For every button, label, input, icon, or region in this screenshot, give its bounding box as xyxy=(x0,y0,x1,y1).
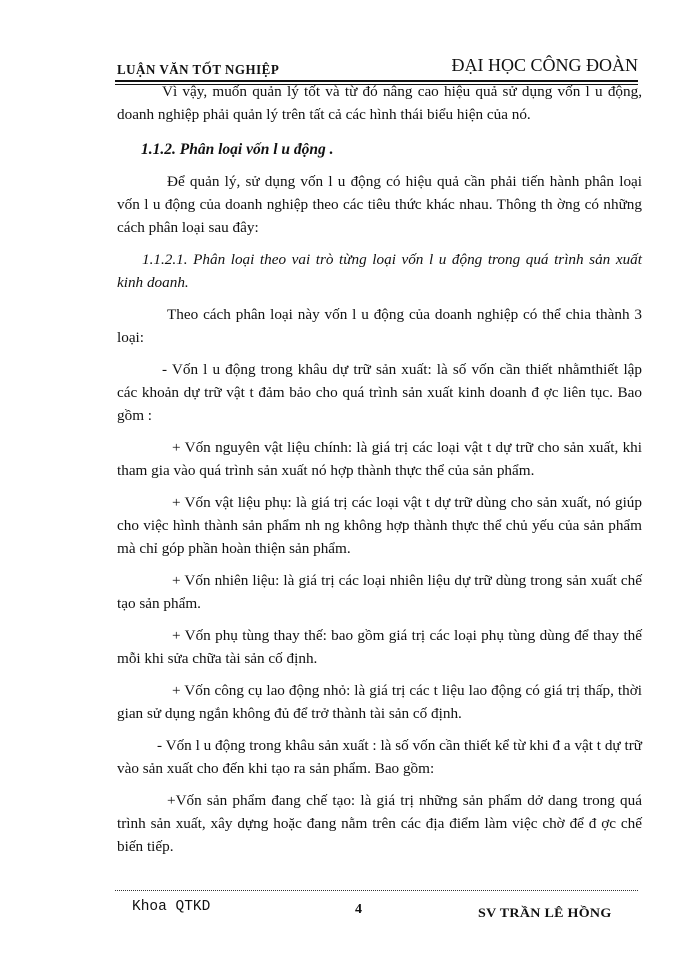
paragraph-small-tools: + Vốn công cụ lao động nhỏ: là giá trị các t liệu lao động có giá trị thấp, thời gian sử dụng ngắn không đủ để trở thành tài sản cố định. xyxy=(117,682,642,722)
header-thesis-label: LUẬN VĂN TỐT NGHIỆP xyxy=(117,61,280,78)
footer-student-name: SV TRẦN LÊ HỒNG xyxy=(478,906,612,921)
paragraph-fuel: + Vốn nhiên liệu: là giá trị các loại nhiên liệu dự trữ dùng trong sản xuất chế tạo sản phẩm. xyxy=(117,572,642,612)
header-university-label: ĐẠI HỌC CÔNG ĐOÀN xyxy=(451,55,638,75)
page-number: 4 xyxy=(355,902,362,917)
paragraph-three-types: Theo cách phân loại này vốn l u động của doanh nghiệp có thể chia thành 3 loại: xyxy=(117,306,642,346)
paragraph-raw-materials: + Vốn nguyên vật liệu chính: là giá trị các loại vật t dự trữ cho sản xuất, khi tham gia vào quá trình sản xuất nó hợp thành thực thể của sản phẩm. xyxy=(117,439,642,479)
body-text xyxy=(117,80,642,858)
section-heading-1-1-2-1: 1.1.2.1. Phân loại theo vai trò từng loại vốn l u động trong quá trình sản xuất kinh doanh. xyxy=(117,251,642,291)
footer-faculty: Khoa QTKD xyxy=(132,899,211,915)
footer-rule xyxy=(115,890,638,891)
paragraph-classification-intro: Để quản lý, sử dụng vốn l u động có hiệu quả cần phải tiến hành phân loại vốn l u động của doanh nghiệp theo các tiêu thức khác nhau. Thông th ờng có những cách phân loại sau đây: xyxy=(117,173,642,236)
paragraph-intro: Vì vậy, muốn quản lý tốt và từ đó nâng cao hiệu quả sử dụng vốn l u động, doanh nghiệp phải quản lý trên tất cả các hình thái biểu hiện của nó. xyxy=(117,83,642,123)
paragraph-auxiliary-materials: + Vốn vật liệu phụ: là giá trị các loại vật t dự trữ dùng cho sản xuất, nó giúp cho việc hình thành sản phẩm nh ng không hợp thành thực thể chủ yếu của sản phẩm mà chỉ góp phần hoàn thiện sản phẩm. xyxy=(117,494,642,557)
paragraph-reserve-stage: - Vốn l u động trong khâu dự trữ sản xuất: là số vốn cần thiết nhằmthiết lập các khoản dự trữ vật t đảm bảo cho quá trình sản xuất kinh doanh đ ợc liên tục. Bao gồm : xyxy=(117,361,642,424)
paragraph-production-stage: - Vốn l u động trong khâu sản xuất : là số vốn cần thiết kể từ khi đ a vật t dự trữ vào sản xuất cho đến khi tạo ra sản phẩm. Bao gồm: xyxy=(117,737,642,777)
paragraph-work-in-progress: +Vốn sản phẩm đang chế tạo: là giá trị những sản phẩm dở dang trong quá trình sản xuất, xây dựng hoặc đang nằm trên các địa điểm làm việc chờ để đ ợc chế biến tiếp. xyxy=(117,792,642,855)
section-heading-1-1-2: 1.1.2. Phân loại vốn l u động . xyxy=(141,141,334,158)
paragraph-spare-parts: + Vốn phụ tùng thay thế: bao gồm giá trị các loại phụ tùng dùng để thay thế mỗi khi sửa chữa tài sản cố định. xyxy=(117,627,642,667)
